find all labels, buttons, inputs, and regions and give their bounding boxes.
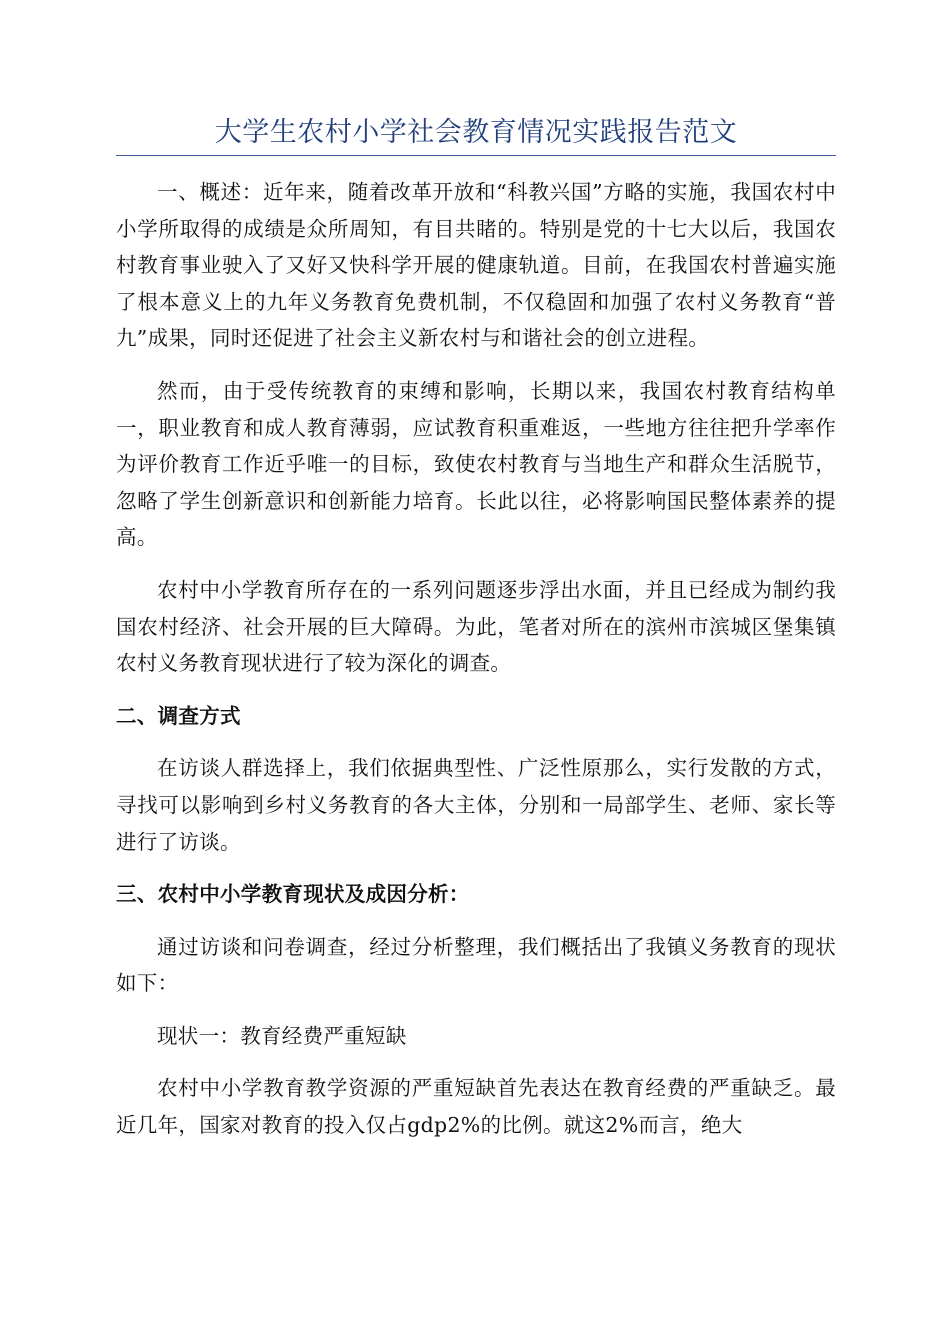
paragraph-funding: 农村中小学教育教学资源的严重短缺首先表达在教育经费的严重缺乏。最近几年，国家对教育的投入仅占gdp2%的比例。就这2%而言，绝大: [116, 1076, 836, 1138]
paragraph-tradition: 然而，由于受传统教育的束缚和影响，长期以来，我国农村教育结构单一，职业教育和成人教育薄弱，应试教育积重难返，一些地方往往把升学率作为评价教育工作近乎唯一的目标，致使农村教育与当地生产和群众生活脱节，忽略了学生创新意识和创新能力培育。长此以往，必将影响国民整体素养的提高。: [116, 378, 836, 550]
paragraph-problems: 农村中小学教育所存在的一系列问题逐步浮出水面，并且已经成为制约我国农村经济、社会开展的巨大障碍。为此，笔者对所在的滨州市滨城区堡集镇农村义务教育现状进行了较为深化的调查。: [116, 577, 836, 676]
section-heading-status-analysis: 三、农村中小学教育现状及成因分析：: [116, 882, 470, 907]
paragraph-status-intro: 通过访谈和问卷调查，经过分析整理，我们概括出了我镇义务教育的现状如下：: [116, 934, 836, 996]
subheading-status-one: 现状一：教育经费严重短缺: [157, 1023, 407, 1048]
paragraph-survey-method: 在访谈人群选择上，我们依据典型性、广泛性原那么，实行发散的方式，寻找可以影响到乡村义务教育的各大主体，分别和一局部学生、老师、家长等进行了访谈。: [116, 756, 836, 854]
document-page: [116, 112, 836, 1160]
document-title: 大学生农村小学社会教育情况实践报告范文: [214, 117, 738, 148]
section-heading-survey-method: 二、调查方式: [116, 703, 241, 728]
title-underline: [116, 155, 836, 156]
paragraph-overview: 一、概述：近年来，随着改革开放和“科教兴国”方略的实施，我国农村中小学所取得的成绩是众所周知，有目共睹的。特别是党的十七大以后，我国农村教育事业驶入了又好又快科学开展的健康轨道。目前，在我国农村普遍实施了根本意义上的九年义务教育免费机制，不仅稳固和加强了农村义务教育“普九”成果，同时还促进了社会主义新农村与和谐社会的创立进程。: [116, 180, 836, 351]
